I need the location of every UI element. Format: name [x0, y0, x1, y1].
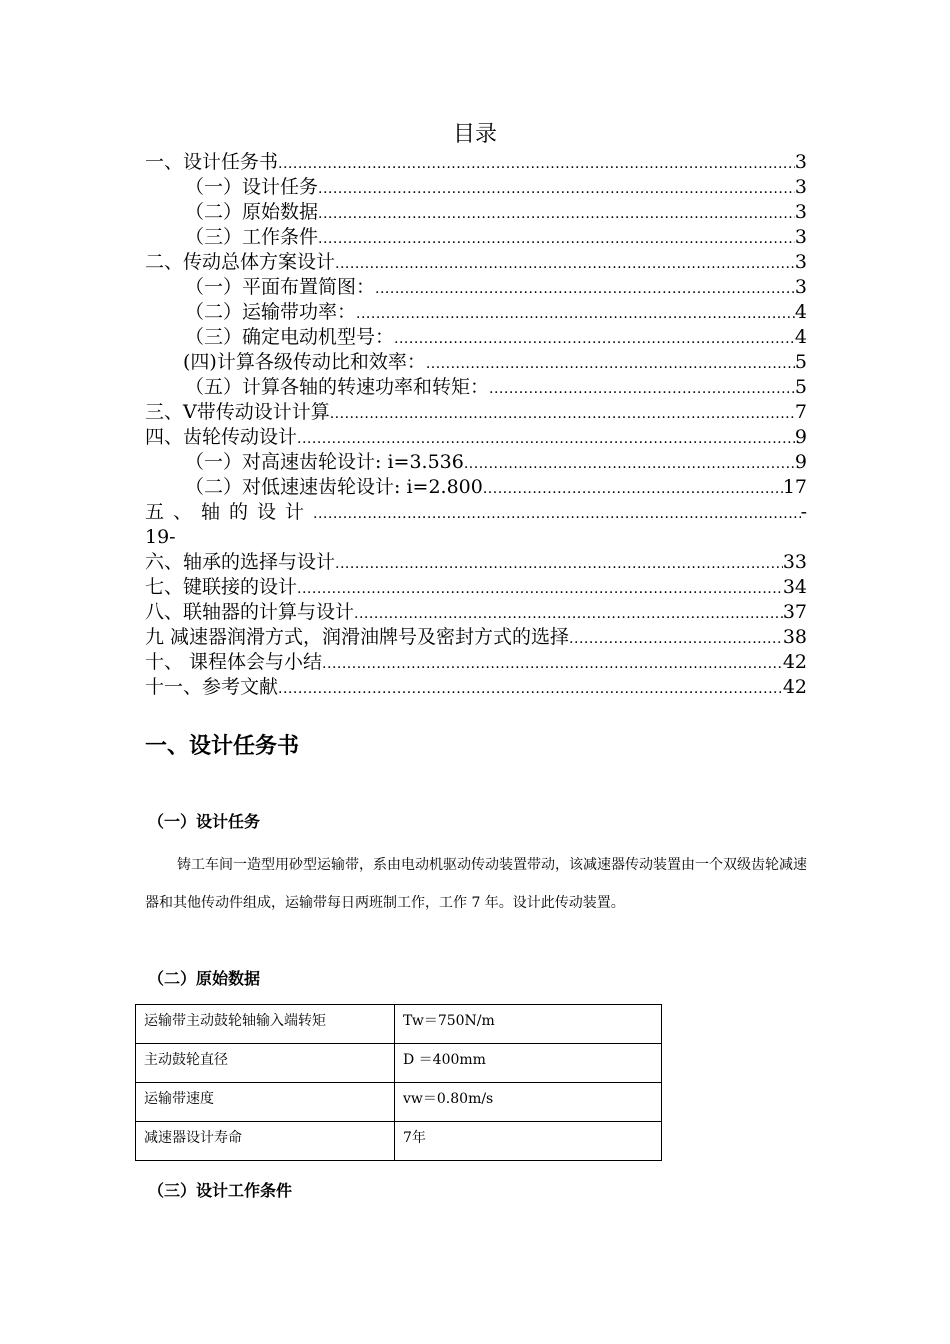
toc-entry[interactable] [145, 550, 807, 575]
toc-leader [464, 452, 795, 477]
toc-entry-label: （二）原始数据 [185, 201, 319, 223]
toc-entry-page: 38 [782, 626, 807, 648]
toc-entry-label: 三、V带传动设计计算 [145, 401, 330, 423]
table-row [136, 1083, 662, 1122]
toc-entry-page: 42 [782, 651, 807, 673]
toc-entry-page: 4 [794, 326, 807, 348]
toc-leader [569, 627, 783, 652]
table-cell: 主动鼓轮直径 [136, 1044, 395, 1083]
task-paragraph [145, 846, 807, 922]
toc-entry-label: （一）平面布置简图： [185, 276, 376, 298]
toc-entry[interactable] [145, 250, 807, 275]
table-cell: vw＝0.80m/s [395, 1083, 662, 1122]
toc-entry[interactable] [145, 450, 807, 475]
toc-leader [322, 652, 783, 677]
table-of-contents [145, 150, 807, 700]
toc-entry-label: 一、设计任务书 [145, 151, 279, 173]
toc-entry-page: 37 [782, 601, 807, 623]
toc-entry-label: （五）计算各轴的转速功率和转矩： [185, 376, 490, 398]
toc-leader [335, 552, 783, 577]
toc-entry-page: 34 [782, 576, 807, 598]
toc-entry-label: （二）运输带功率： [185, 301, 357, 323]
toc-leader [394, 327, 795, 352]
table-cell: 7年 [395, 1122, 662, 1161]
toc-entry-label: 九 减速器润滑方式，润滑油牌号及密封方式的选择 [145, 626, 570, 648]
subsection-heading-task: （一）设计任务 [148, 812, 261, 831]
section-heading: 一、设计任务书 [145, 734, 300, 759]
table-cell: Tw＝750N/m [395, 1005, 662, 1044]
toc-entry-page: 17 [782, 476, 807, 498]
table-row [136, 1122, 662, 1161]
toc-leader [426, 352, 795, 377]
toc-entry[interactable] [145, 475, 807, 500]
toc-entry-page: 3 [794, 201, 807, 223]
toc-entry[interactable] [145, 425, 807, 450]
toc-entry[interactable] [145, 400, 807, 425]
toc-leader [313, 502, 801, 527]
toc-entry-page: 5 [794, 376, 807, 398]
toc-entry[interactable] [145, 675, 807, 700]
toc-entry-page: 3 [794, 151, 807, 173]
toc-leader [375, 277, 795, 302]
toc-entry[interactable] [145, 200, 807, 225]
toc-entry-label: (四)计算各级传动比和效率： [183, 351, 426, 373]
toc-entry[interactable] [145, 625, 807, 650]
toc-entry[interactable] [145, 350, 807, 375]
toc-entry-continuation: 19- [145, 526, 176, 548]
toc-leader [278, 152, 795, 177]
toc-entry[interactable] [145, 650, 807, 675]
toc-entry-page: 5 [794, 351, 807, 373]
toc-entry-page: 3 [794, 176, 807, 198]
toc-entry-label: （一）设计任务 [185, 176, 319, 198]
task-paragraph-text: 铸工车间一造型用砂型运输带，系由电动机驱动传动装置带动，该减速器传动装置由一个双级齿轮减速器和其他传动件组成，运输带每日两班制工作，工作 7 年。设计此传动装置。 [145, 857, 807, 911]
toc-entry[interactable] [145, 225, 807, 250]
toc-entry-page: 7 [794, 401, 807, 423]
table-row [136, 1044, 662, 1083]
toc-leader [335, 252, 795, 277]
table-cell: 运输带主动鼓轮轴输入端转矩 [136, 1005, 395, 1044]
toc-entry[interactable] [145, 275, 807, 300]
toc-entry-label: 十一、参考文献 [145, 676, 279, 698]
toc-entry-page: 3 [794, 251, 807, 273]
toc-entry-label: （三）确定电动机型号： [185, 326, 395, 348]
toc-entry[interactable] [145, 375, 807, 400]
toc-entry-label: 六、轴承的选择与设计 [145, 551, 336, 573]
toc-entry-label: 二、传动总体方案设计 [145, 251, 336, 273]
toc-entry-page: 9 [794, 426, 807, 448]
toc-leader [356, 302, 795, 327]
toc-leader [483, 477, 783, 502]
toc-entry-page: 33 [782, 551, 807, 573]
toc-entry-label: （二）对低速速齿轮设计: i=2.800 [185, 476, 483, 498]
toc-entry[interactable] [145, 300, 807, 325]
toc-entry[interactable] [145, 500, 807, 525]
toc-leader [318, 202, 795, 227]
subsection-heading-data: （二）原始数据 [148, 969, 261, 988]
toc-entry-label: 七、键联接的设计 [145, 576, 298, 598]
toc-entry[interactable] [145, 175, 807, 200]
toc-leader [297, 427, 795, 452]
toc-entry-page: 3 [794, 226, 807, 248]
toc-entry-label: 四、齿轮传动设计 [145, 426, 298, 448]
toc-entry-page: 42 [782, 676, 807, 698]
toc-entry-label: （一）对高速齿轮设计: i=3.536 [185, 451, 464, 473]
toc-entry-label: 十、 课程体会与小结 [145, 651, 323, 673]
toc-leader [278, 677, 783, 702]
toc-entry[interactable] [145, 150, 807, 175]
toc-entry-label: 八、联轴器的计算与设计 [145, 601, 355, 623]
table-cell: 减速器设计寿命 [136, 1122, 395, 1161]
toc-entry[interactable] [145, 325, 807, 350]
toc-leader [318, 227, 795, 252]
toc-entry[interactable] [145, 600, 807, 625]
toc-entry-page: 4 [794, 301, 807, 323]
toc-leader [489, 377, 795, 402]
table-cell: 运输带速度 [136, 1083, 395, 1122]
toc-entry-page: 3 [794, 276, 807, 298]
original-data-table [135, 1004, 662, 1161]
toc-leader [354, 602, 783, 627]
toc-leader [297, 577, 783, 602]
toc-entry[interactable] [145, 575, 807, 600]
toc-leader [330, 402, 795, 427]
toc-title: 目录 [452, 122, 497, 147]
table-row [136, 1005, 662, 1044]
subsection-heading-conditions: （三）设计工作条件 [148, 1181, 293, 1200]
toc-entry-label: （三）工作条件 [185, 226, 319, 248]
toc-entry-page: - [800, 501, 807, 523]
table-cell: D ＝400mm [395, 1044, 662, 1083]
toc-entry-label: 五、轴的设计 [145, 501, 314, 523]
toc-entry-page: 9 [794, 451, 807, 473]
toc-leader [318, 177, 795, 202]
